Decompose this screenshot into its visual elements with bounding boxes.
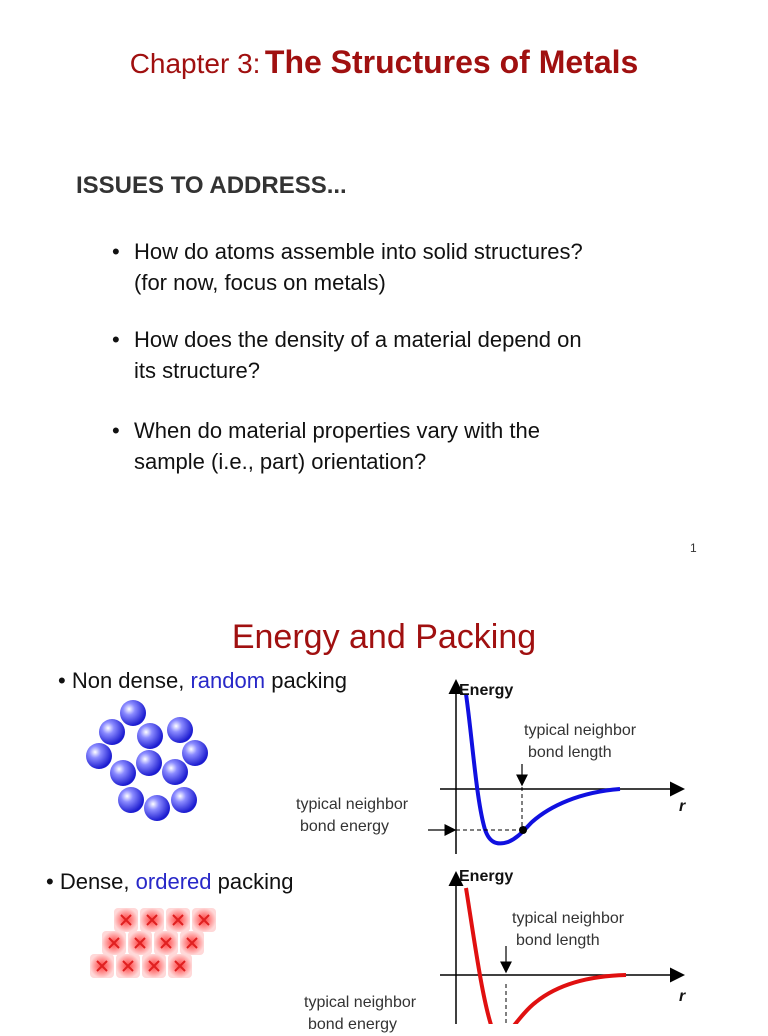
nondense-highlight: random [190,668,266,693]
atom [192,908,216,932]
atom [154,931,178,955]
ordered-packing-diagram [86,904,226,980]
bond-length-label [524,720,636,764]
r-label: r [679,988,686,1005]
atom [144,795,170,821]
atom [162,759,188,785]
bullet-line: (for now, focus on metals) [134,270,386,295]
bond-energy-label [304,992,416,1036]
bullet-dot: • [112,418,120,443]
bullet-line: How does the density of a material depend on [134,327,582,352]
nondense-suffix: packing [271,668,348,693]
atom [140,908,164,932]
bond-energy-label [296,794,408,838]
atom [142,954,166,978]
label-line: bond length [528,744,612,761]
random-packing-diagram [80,692,220,832]
label-line: bond length [516,932,600,949]
dense-prefix: Dense, [59,869,130,894]
nondense-bullet [58,668,347,694]
energy-label: Energy [459,682,514,699]
label-line: bond energy [308,1016,397,1033]
label-line: typical neighbor [296,796,409,813]
atom [86,743,112,769]
bullet-item [112,324,582,386]
atom [128,931,152,955]
title-prefix: Chapter 3: [129,48,261,79]
bullet-dot: • [58,668,66,693]
atom [120,700,146,726]
title-main: The Structures of Metals [264,44,639,80]
bond-length-label [512,908,624,952]
atom [90,954,114,978]
label-line: typical neighbor [512,910,625,927]
atom [99,719,125,745]
atom [116,954,140,978]
issues-heading: ISSUES TO ADDRESS... [76,172,347,199]
atom [137,723,163,749]
atom [167,717,193,743]
atom [182,740,208,766]
atom [110,760,136,786]
atom [102,931,126,955]
energy-graph-1 [420,676,720,860]
atom-group [90,908,216,978]
label-line: typical neighbor [524,722,637,739]
page-number: 1 [690,541,697,555]
dense-bullet [46,869,293,895]
atom [180,931,204,955]
slide2-title: Energy and Packing [231,618,537,656]
bullet-dot: • [112,239,120,264]
bullet-item [112,236,583,298]
dense-suffix: packing [217,869,294,894]
nondense-prefix: Non dense, [71,668,185,693]
atom [171,787,197,813]
atom [166,908,190,932]
r-label: r [679,798,686,815]
atom [168,954,192,978]
atom-group [86,700,208,821]
energy-curve [466,694,620,843]
atom [136,750,162,776]
bullet-item [112,415,540,477]
atom [118,787,144,813]
atom [114,908,138,932]
bullet-line: its structure? [134,358,260,383]
minimum-point [519,826,527,834]
energy-label: Energy [459,868,514,885]
slide1-title [0,44,768,81]
bullet-line: sample (i.e., part) orientation? [134,449,427,474]
bullet-line: When do material properties vary with the [134,418,540,443]
bullet-dot: • [112,327,120,352]
bullet-dot: • [46,869,54,894]
dense-highlight: ordered [135,869,212,894]
label-line: typical neighbor [304,994,417,1011]
bullet-line: How do atoms assemble into solid structures? [134,239,583,264]
label-line: bond energy [300,818,389,835]
